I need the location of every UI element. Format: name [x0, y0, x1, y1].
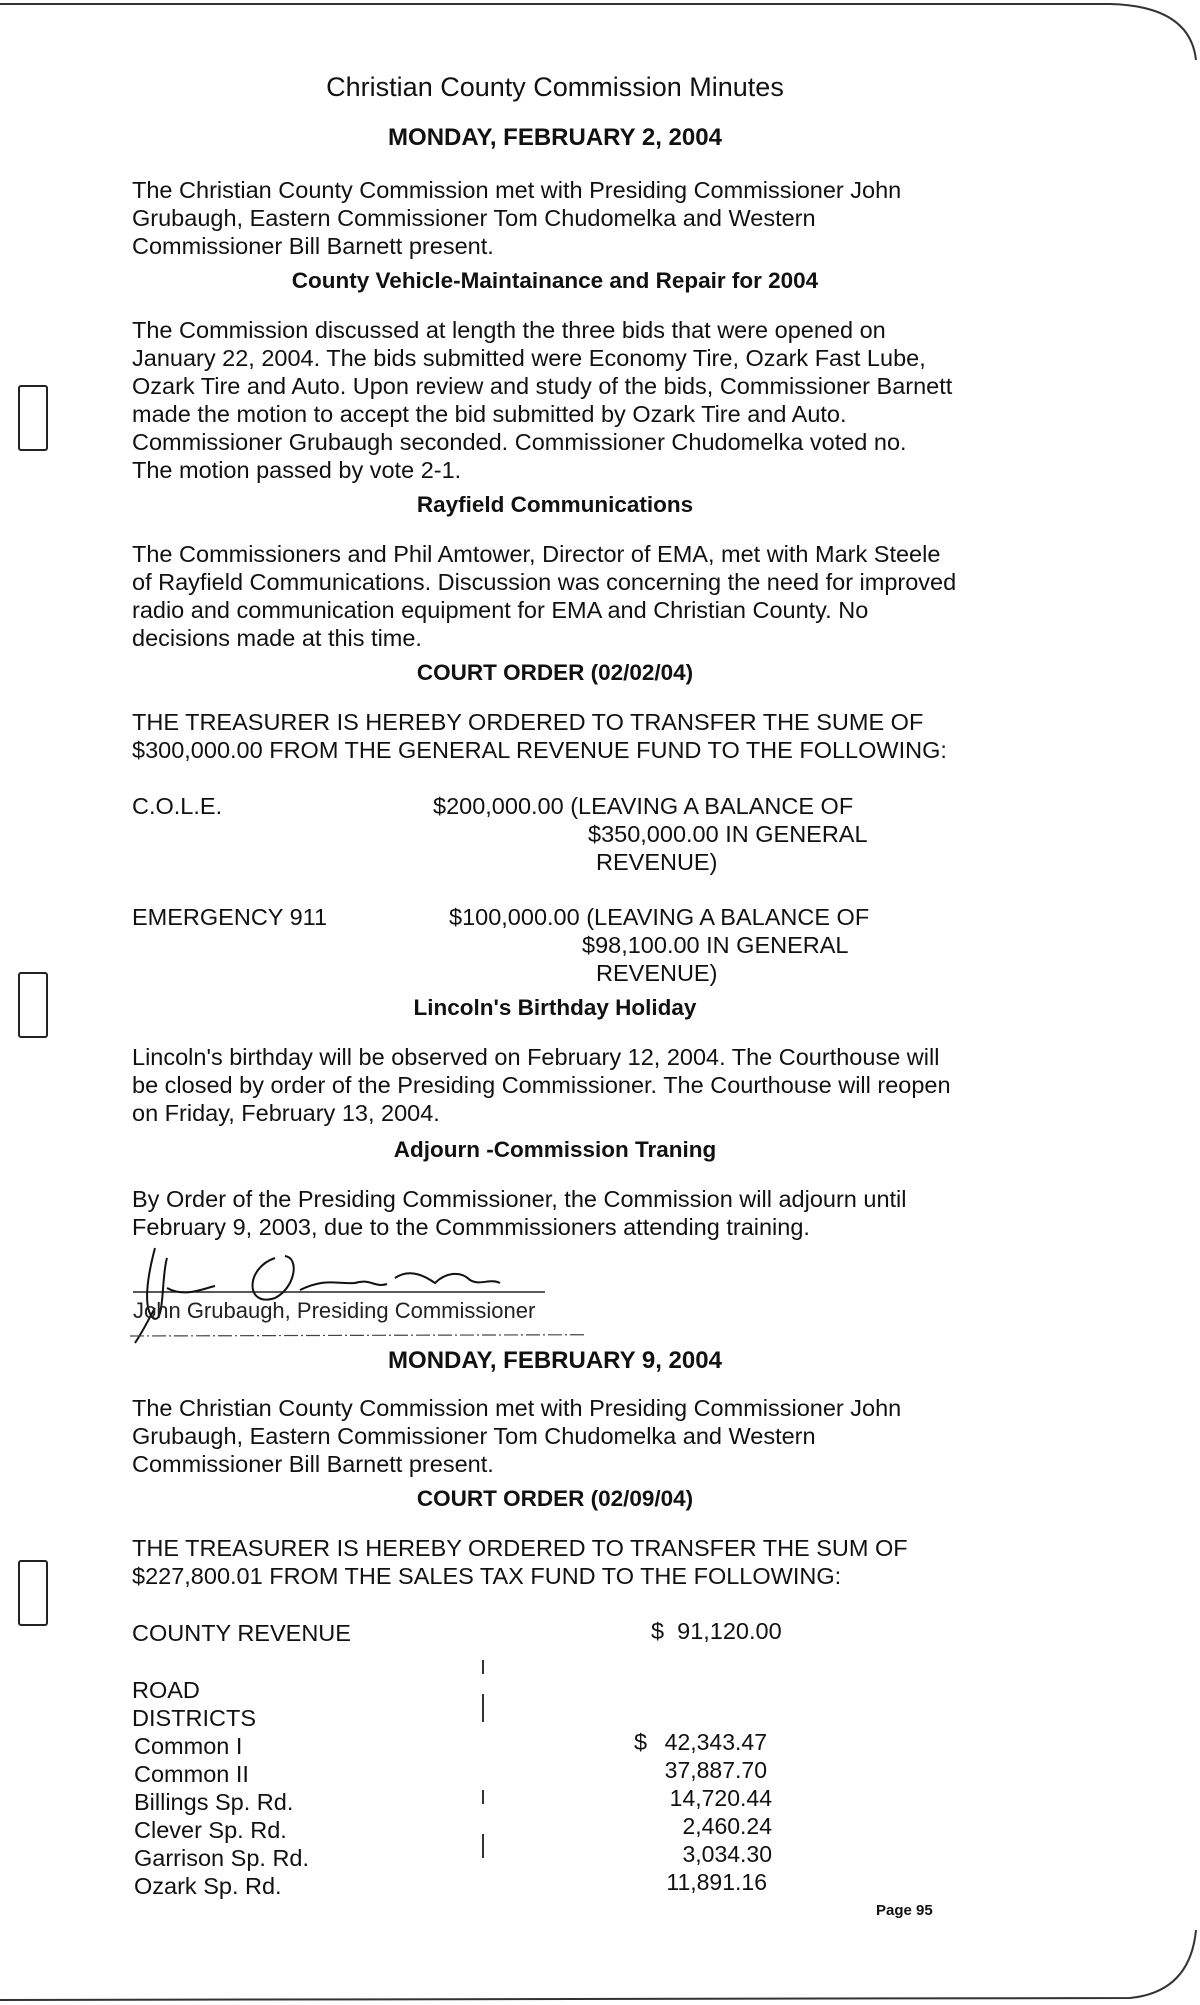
column-divider [482, 1660, 484, 1674]
column-divider [482, 1834, 484, 1858]
order-row-amount: $200,000.00 (LEAVING A BALANCE OF [433, 793, 854, 819]
county-revenue-label: COUNTY REVENUE [132, 1620, 351, 1646]
court-order-heading: COURT ORDER (02/09/04) [416, 1486, 694, 1511]
paragraph-line: By Order of the Presiding Commissioner, the Commission will adjourn until [132, 1186, 907, 1212]
paragraph-line: January 22, 2004. The bids submitted were Economy Tire, Ozark Fast Lube, [132, 345, 926, 371]
district-name: Common II [134, 1761, 249, 1787]
court-order-heading: COURT ORDER (02/02/04) [416, 660, 694, 685]
district-amount: 11,891.16 [666, 1869, 767, 1895]
section-heading: Rayfield Communications [416, 492, 694, 517]
district-amount: 2,460.24 [682, 1813, 772, 1839]
paragraph-line: Grubaugh, Eastern Commissioner Tom Chudomelka and Western [132, 205, 816, 231]
paragraph-line: The Christian County Commission met with Presiding Commissioner John [132, 177, 902, 203]
district-name: Garrison Sp. Rd. [134, 1845, 310, 1871]
document-title: Christian County Commission Minutes [326, 72, 784, 102]
paragraph-line: Ozark Tire and Auto. Upon review and study of the bids, Commissioner Barnett [132, 373, 953, 399]
signature-caption: John Grubaugh, Presiding Commissioner [133, 1298, 536, 1323]
order-row-label: C.O.L.E. [132, 793, 223, 819]
column-divider [482, 1694, 484, 1722]
county-revenue-amount: $ 91,120.00 [651, 1618, 782, 1644]
district-amount: 42,343.47 [664, 1729, 767, 1755]
paragraph-line: The Christian County Commission met with Presiding Commissioner John [132, 1395, 902, 1421]
order-row-balance: REVENUE) [596, 849, 718, 875]
order-text-line: $227,800.01 FROM THE SALES TAX FUND TO THE FOLLOWING: [132, 1563, 842, 1589]
paragraph-line: radio and communication equipment for EMA and Christian County. No [132, 597, 869, 623]
order-row-label: EMERGENCY 911 [132, 904, 328, 930]
order-row-amount: $100,000.00 (LEAVING A BALANCE OF [449, 904, 870, 930]
paragraph-line: The Commissioners and Phil Amtower, Director of EMA, met with Mark Steele [132, 541, 941, 567]
order-text-line: THE TREASURER IS HEREBY ORDERED TO TRANSFER THE SUM OF [132, 1535, 908, 1561]
paragraph-line: of Rayfield Communications. Discussion was concerning the need for improved [132, 569, 957, 595]
district-name: Common I [134, 1733, 243, 1759]
punch-hole-top [18, 385, 48, 451]
punch-hole-bottom [18, 1560, 48, 1626]
paragraph-line: Lincoln's birthday will be observed on February 12, 2004. The Courthouse will [132, 1044, 940, 1070]
district-first-dollar: $ [634, 1729, 648, 1755]
paragraph-line: Commissioner Bill Barnett present. [132, 233, 494, 259]
paragraph-line: made the motion to accept the bid submitted by Ozark Tire and Auto. [132, 401, 847, 427]
district-name: Billings Sp. Rd. [134, 1789, 294, 1815]
paragraph-line: February 9, 2003, due to the Commmissioners attending training. [132, 1214, 810, 1240]
paragraph-line: The motion passed by vote 2-1. [132, 457, 462, 483]
order-row-balance: $98,100.00 IN GENERAL [582, 932, 849, 958]
district-amount: 3,034.30 [682, 1841, 772, 1867]
order-text-line: $300,000.00 FROM THE GENERAL REVENUE FUND TO THE FOLLOWING: [132, 737, 947, 763]
column-divider [482, 1790, 484, 1804]
paragraph-line: Commissioner Bill Barnett present. [132, 1451, 494, 1477]
section-heading: Adjourn -Commission Traning [393, 1137, 717, 1162]
paragraph-line: Commissioner Grubaugh seconded. Commissioner Chudomelka voted no. [132, 429, 907, 455]
district-name: Clever Sp. Rd. [134, 1817, 287, 1843]
road-districts-label: ROAD [132, 1677, 200, 1703]
order-row-balance: REVENUE) [596, 960, 718, 986]
paragraph-line: on Friday, February 13, 2004. [132, 1100, 440, 1126]
paragraph-line: Grubaugh, Eastern Commissioner Tom Chudomelka and Western [132, 1423, 816, 1449]
order-text-line: THE TREASURER IS HEREBY ORDERED TO TRANSFER THE SUME OF [132, 709, 924, 735]
paragraph-line: be closed by order of the Presiding Commissioner. The Courthouse will reopen [132, 1072, 951, 1098]
meeting-date-2: MONDAY, FEBRUARY 9, 2004 [388, 1347, 722, 1374]
district-amount: 14,720.44 [669, 1785, 772, 1811]
road-districts-label: DISTRICTS [132, 1705, 257, 1731]
paragraph-line: decisions made at this time. [132, 625, 422, 651]
district-amount: 37,887.70 [664, 1757, 767, 1783]
district-name: Ozark Sp. Rd. [134, 1873, 282, 1899]
order-row-balance: $350,000.00 IN GENERAL [588, 821, 868, 847]
section-heading: Lincoln's Birthday Holiday [413, 995, 697, 1020]
handwritten-signature [125, 1228, 585, 1348]
page-number: Page 95 [876, 1902, 933, 1919]
meeting-date-1: MONDAY, FEBRUARY 2, 2004 [388, 124, 722, 151]
section-heading: County Vehicle-Maintainance and Repair for 2004 [291, 268, 819, 293]
paragraph-line: The Commission discussed at length the three bids that were opened on [132, 317, 886, 343]
